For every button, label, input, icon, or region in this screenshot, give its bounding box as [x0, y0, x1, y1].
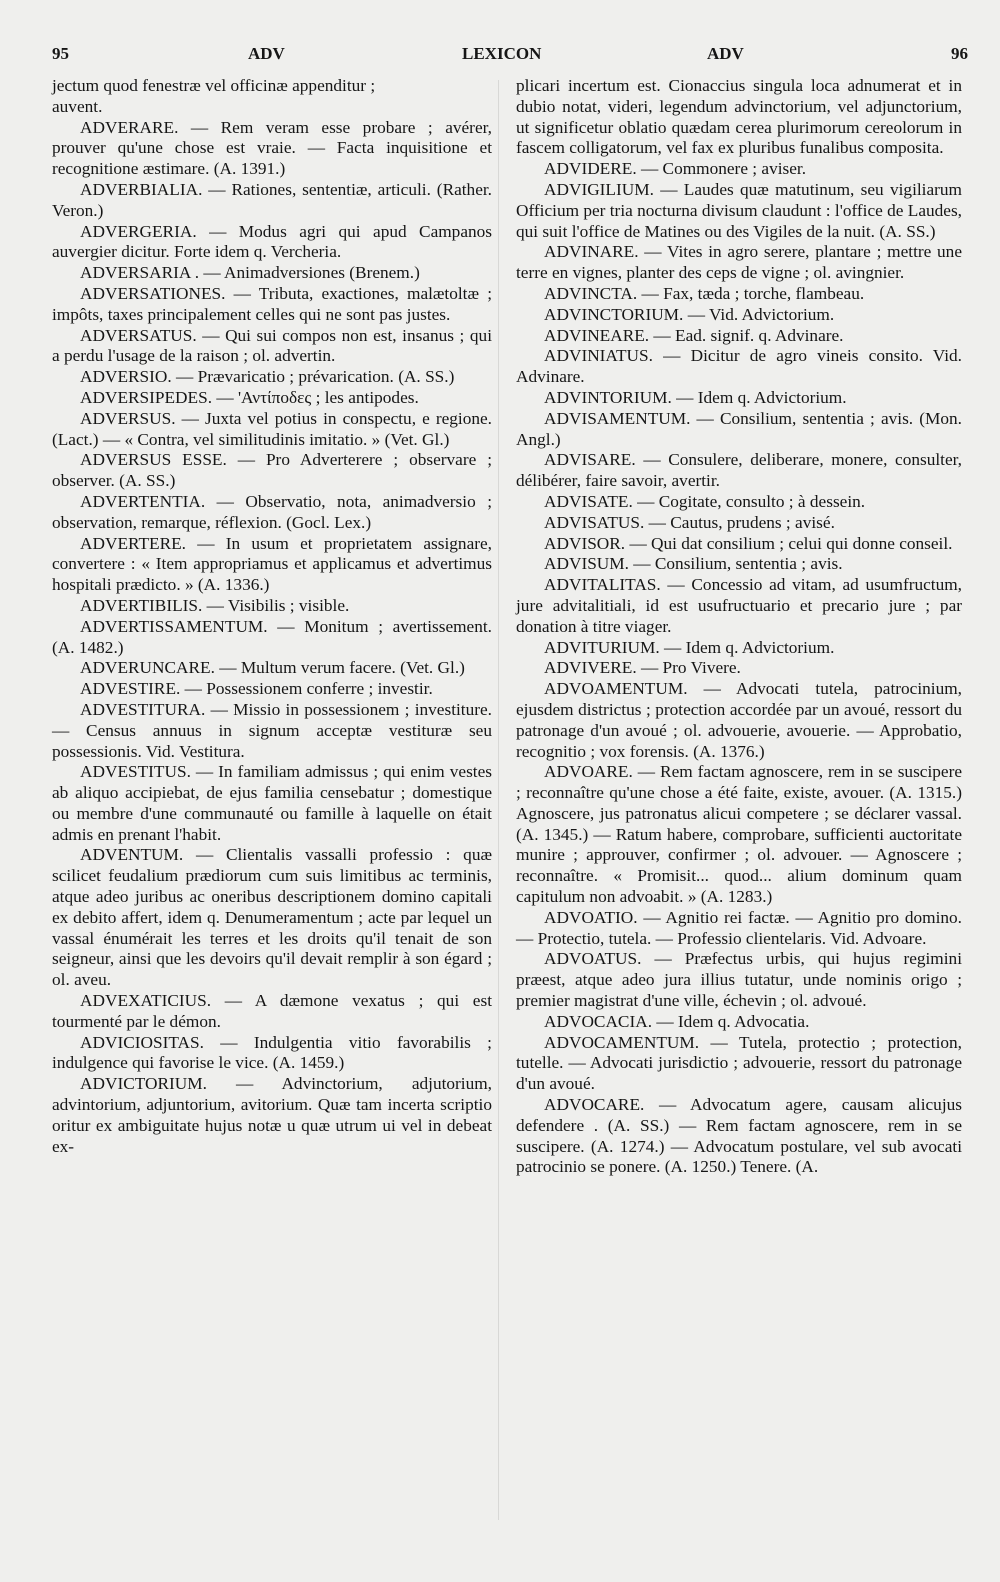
- dictionary-entry: ADVOATIO. — Agnitio rei factæ. — Agnitio pro domino. — Protectio, tutela. — Professio clientelaris. Vid. Advoare.: [516, 907, 962, 948]
- dictionary-entry: auvent.: [52, 96, 103, 116]
- dictionary-entry: ADVICIOSITAS. — Indulgentia vitio favorabilis ; indulgence qui favorise le vice. (A. 1459.): [52, 1032, 492, 1073]
- guide-word-right: ADV: [707, 44, 744, 63]
- dictionary-entry: ADVERTIBILIS. — Visibilis ; visible.: [80, 595, 350, 615]
- dictionary-entry: ADVINEARE. — Ead. signif. q. Advinare.: [544, 325, 844, 345]
- dictionary-entry: ADVISATE. — Cogitate, consulto ; à dessein.: [544, 491, 866, 511]
- dictionary-entry: ADVERARE. — Rem veram esse probare ; avérer, prouver qu'une chose est vraie. — Facta inquisitione et recognitione æstimare. (A. 1391.): [52, 117, 492, 179]
- dictionary-entry: ADVISOR. — Qui dat consilium ; celui qui donne conseil.: [544, 533, 953, 553]
- dictionary-entry: ADVOAMENTUM. — Advocati tutela, patrocinium, ejusdem districtus ; protection accordée par un avoué, ressort du patronage d'un avoué ; ol. advouerie, avouerie. — Approbatio, recognitio ; vox forensis. (A. 1376.): [516, 679, 962, 761]
- dictionary-entry: ADVIVERE. — Pro Vivere.: [544, 658, 741, 678]
- dictionary-entry: ADVIGILIUM. — Laudes quæ matutinum, seu vigiliarum Officium per tria nocturna divisum claudunt : l'office de Laudes, qui suit l'office de Matines ou des Vigiles de la nuit. (A. SS.): [516, 179, 962, 241]
- running-header: [52, 44, 968, 68]
- dictionary-entry: ADVISARE. — Consulere, deliberare, monere, consulter, délibérer, faire savoir, avertir.: [516, 450, 962, 491]
- dictionary-entry: ADVITALITAS. — Concessio ad vitam, ad usumfructum, jure advitalitiali, id est usufructuario et precario jure ; par donation à titre viager.: [516, 575, 962, 636]
- dictionary-entry: ADVOARE. — Rem factam agnoscere, rem in se suscipere ; reconnaître qu'une chose a été faite, existe, avouer. (A. 1315.) Agnoscere, jus patronatus alicui competere ; se déclarer vassal. (A. 1345.) — Ratum habere, comprobare, sufficienti auctoritate munire ; approuver, confirmer ; ol. advouer. — Agnoscere ; reconnaître. « Promisit... quod... alium dominum quam capitulum non advoabit. » (A. 1283.): [516, 762, 962, 907]
- page-number-left: 95: [52, 44, 69, 63]
- left-column: [52, 76, 492, 1157]
- dictionary-entry: ADVOCACIA. — Idem q. Advocatia.: [544, 1011, 810, 1031]
- dictionary-entry: ADVOATUS. — Præfectus urbis, qui hujus regimini præest, atque adeo jura illius tutatur, unde nominis origo ; premier magistrat d'une ville, échevin ; ol. advoué.: [516, 949, 962, 1011]
- dictionary-entry: ADVISAMENTUM. — Consilium, sententia ; avis. (Mon. Angl.): [516, 408, 962, 449]
- right-column: [516, 76, 962, 1178]
- column-gutter: [498, 80, 499, 1520]
- guide-word-left: ADV: [248, 44, 285, 63]
- dictionary-entry: ADVERSATUS. — Qui sui compos non est, insanus ; qui a perdu l'usage de la raison ; ol. advertin.: [52, 325, 492, 366]
- dictionary-entry: ADVINARE. — Vites in agro serere, plantare ; mettre une terre en vignes, planter des ceps de vigne ; ol. avingnier.: [516, 242, 962, 283]
- dictionary-entry: ADVINCTA. — Fax, tæda ; torche, flambeau.: [544, 283, 865, 303]
- dictionary-entry: ADVITURIUM. — Idem q. Advictorium.: [544, 637, 835, 657]
- dictionary-entry: ADVINIATUS. — Dicitur de agro vineis consito. Vid. Advinare.: [516, 346, 962, 387]
- dictionary-entry: ADVERSUS ESSE. — Pro Adverterere ; observare ; observer. (A. SS.): [52, 450, 492, 491]
- dictionary-entry: ADVISATUS. — Cautus, prudens ; avisé.: [544, 512, 835, 532]
- dictionary-entry: ADVERTISSAMENTUM. — Monitum ; avertissement. (A. 1482.): [52, 616, 492, 657]
- dictionary-entry: ADVOCARE. — Advocatum agere, causam alicujus defendere . (A. SS.) — Rem factam agnoscere, rem in se suscipere. (A. 1274.) — Advocatum postulare, vel sub avocati patrocinio se ponere. (A. 1250.) Tenere. (A.: [516, 1095, 962, 1177]
- dictionary-entry: ADVIDERE. — Commonere ; aviser.: [544, 159, 807, 179]
- dictionary-entry: ADVINTORIUM. — Idem q. Advictorium.: [544, 387, 847, 407]
- dictionary-entry: ADVEXATICIUS. — A dæmone vexatus ; qui est tourmenté par le démon.: [52, 991, 492, 1031]
- dictionary-entry: ADVERTENTIA. — Observatio, nota, animadversio ; observation, remarque, réflexion. (Gocl. Lex.): [52, 491, 492, 532]
- dictionary-entry: ADVESTITUS. — In familiam admissus ; qui enim vestes ab aliquo accipiebat, de ejus familia censebatur ; domestique ou membre d'une communauté ou famille à laquelle on était admis en prenant l'habit.: [52, 762, 492, 844]
- dictionary-entry: ADVERUNCARE. — Multum verum facere. (Vet. Gl.): [80, 658, 465, 678]
- dictionary-entry: ADVERSUS. — Juxta vel potius in conspectu, e regione. (Lact.) — « Contra, vel similitudinis imitatio. » (Vet. Gl.): [52, 408, 492, 449]
- dictionary-entry: plicari incertum est. Cionaccius singula loca adnumerat et in dubio notat, videri, legendum advinctorium, vel adjunctorium, ut significetur oblatio quædam cerea plurimorum cereolorum in fascem colligatorum, vel fax ex pluribus funalibus composita.: [516, 76, 962, 158]
- dictionary-entry: ADVERSATIONES. — Tributa, exactiones, malætoltæ ; impôts, taxes principalement celles qui ne sont pas justes.: [52, 283, 492, 324]
- dictionary-entry: ADVERSARIA . — Animadversiones (Brenem.): [80, 263, 420, 283]
- dictionary-entry: jectum quod fenestræ vel officinæ appenditur ;: [52, 76, 376, 95]
- dictionary-entry: ADVERTERE. — In usum et proprietatem assignare, convertere : « Item appropriamus et applicamus et advertimus hospitali prædicto. » (A. 1336.): [52, 533, 492, 595]
- dictionary-entry: ADVINCTORIUM. — Vid. Advictorium.: [544, 304, 835, 324]
- dictionary-entry: ADVERSIO. — Prævaricatio ; prévarication. (A. SS.): [80, 367, 455, 387]
- dictionary-entry: ADVERGERIA. — Modus agri qui apud Campanos auvergier dicitur. Forte idem q. Vercheria.: [52, 221, 492, 262]
- dictionary-entry: ADVESTIRE. — Possessionem conferre ; investir.: [80, 679, 433, 699]
- dictionary-entry: ADVOCAMENTUM. — Tutela, protectio ; protection, tutelle. — Advocati jurisdictio ; advouerie, ressort du patronage d'un avoué.: [516, 1032, 962, 1094]
- dictionary-entry: ADVENTUM. — Clientalis vassalli professio : quæ scilicet feudalium prædiorum cum suis limitibus ac terminis, atque adeo juribus ac oneribus descriptionem domino capitali ex debito affert, idem q. Denumeramentum ; acte par lequel un vassal énumérait les terres et les droits qu'il tenait de son seigneur, ainsi que les devoirs qu'il devait remplir à son égard ; ol. aveu.: [52, 845, 492, 990]
- header-title: LEXICON: [462, 44, 542, 63]
- dictionary-entry: ADVISUM. — Consilium, sententia ; avis.: [544, 554, 843, 574]
- page-number-right: 96: [951, 44, 968, 63]
- dictionary-entry: ADVICTORIUM. — Advinctorium, adjutorium, advintorium, adjuntorium, avitorium. Quæ tam incerta scriptio oritur ex ambiguitate hujus notæ u quæ utrum ui vel in debeat ex-: [52, 1074, 492, 1156]
- dictionary-entry: ADVESTITURA. — Missio in possessionem ; investiture. — Census annuus in signum acceptæ vestituræ seu possessionis. Vid. Vestitura.: [52, 699, 492, 761]
- dictionary-entry: ADVERBIALIA. — Rationes, sententiæ, articuli. (Rather. Veron.): [52, 179, 492, 220]
- dictionary-entry: ADVERSIPEDES. — 'Αντίποδες ; les antipodes.: [80, 387, 419, 407]
